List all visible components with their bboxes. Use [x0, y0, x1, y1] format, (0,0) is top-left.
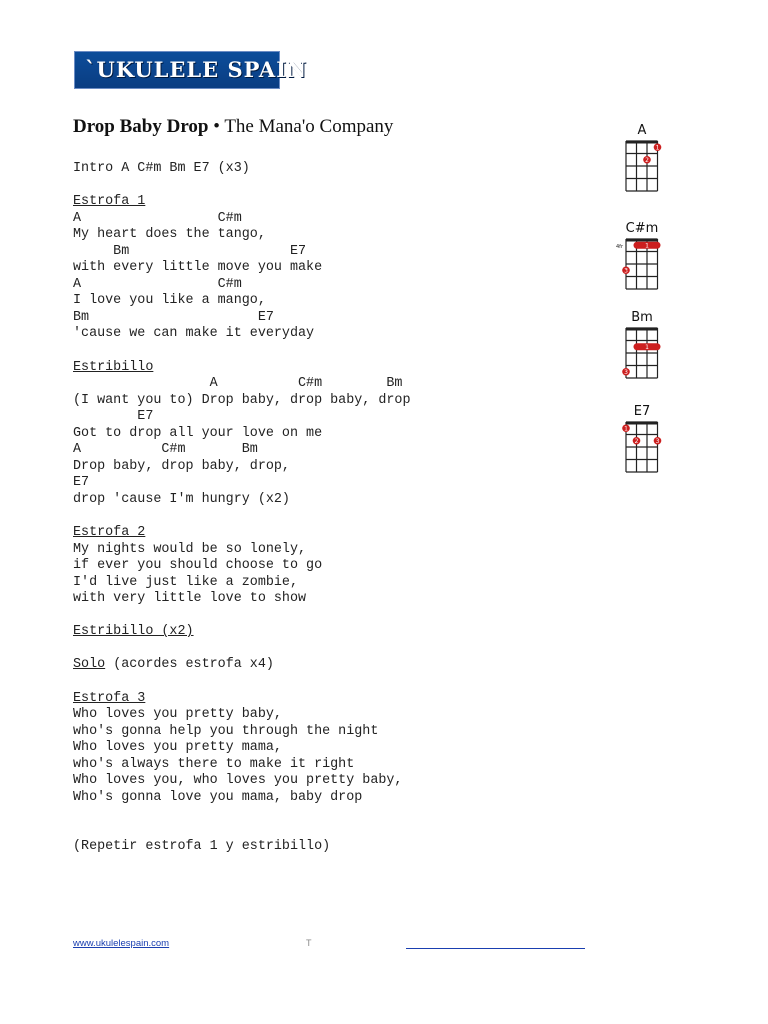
footer-mark: T	[306, 938, 312, 948]
blank-line	[73, 343, 411, 360]
line-text: A C#m	[73, 276, 242, 292]
lyrics-block	[73, 161, 411, 856]
line-text: My heart does the tango,	[73, 227, 266, 243]
section-heading	[73, 525, 411, 542]
footer-underline	[406, 948, 585, 949]
line-text: Estribillo (x2)	[73, 624, 194, 640]
song-name: Drop Baby Drop	[73, 116, 209, 137]
line-text: My nights would be so lonely,	[73, 541, 307, 557]
title-separator: •	[208, 116, 225, 137]
line-text: Estrofa 1	[73, 194, 146, 210]
section-heading	[73, 194, 411, 211]
line-text: drop 'cause I'm hungry (x2)	[73, 491, 290, 507]
finger-number: 3	[655, 437, 660, 445]
artist-name: The Mana'o Company	[224, 116, 394, 137]
line-text: Who's gonna love you mama, baby drop	[73, 789, 363, 805]
lyric-line	[73, 492, 411, 509]
blank-line	[73, 823, 411, 840]
lyric-line	[73, 724, 411, 741]
lyric-line	[73, 757, 411, 774]
chord-grid	[612, 420, 672, 476]
lyric-line	[73, 475, 411, 492]
line-text: Estrofa 2	[73, 525, 146, 541]
line-text: I love you like a mango,	[73, 293, 266, 309]
blank-line	[73, 641, 411, 658]
lyric-line	[73, 442, 411, 459]
ukulele-spain-logo	[74, 51, 308, 89]
line-text: A C#m Bm	[73, 376, 403, 392]
lyric-line	[73, 542, 411, 559]
line-text: I'd live just like a zombie,	[73, 574, 298, 590]
chord-grid	[612, 237, 672, 293]
chord-name: Bm	[631, 310, 653, 325]
lyric-line	[73, 393, 411, 410]
barre-finger-label: 1	[645, 344, 649, 352]
line-text: Who loves you pretty mama,	[73, 740, 282, 756]
finger-number: 2	[645, 156, 649, 164]
section-heading	[73, 624, 411, 641]
lyric-line	[73, 839, 411, 856]
line-text: if ever you should choose to go	[73, 558, 323, 574]
section-heading	[73, 360, 411, 377]
lyric-line	[73, 575, 411, 592]
finger-number: 1	[655, 144, 660, 152]
lyric-line	[73, 740, 411, 757]
finger-number: 2	[634, 437, 639, 445]
lyric-line	[73, 310, 411, 327]
lyric-line	[73, 426, 411, 443]
lyric-line	[73, 409, 411, 426]
line-text: Estrofa 3	[73, 690, 146, 706]
blank-line	[73, 674, 411, 691]
line-text: Who loves you pretty baby,	[73, 707, 282, 723]
finger-number: 1	[624, 425, 628, 433]
lyric-line	[73, 227, 411, 244]
song-title	[73, 116, 393, 138]
lyric-line	[73, 244, 411, 261]
lyric-line	[73, 161, 411, 178]
chord-name: E7	[633, 404, 651, 419]
line-text: Got to drop all your love on me	[73, 425, 323, 441]
line-text: E7	[73, 409, 154, 425]
line-text: (I want you to) Drop baby, drop baby, drop	[73, 392, 411, 408]
line-text: Solo	[73, 657, 106, 673]
lyric-line	[73, 293, 411, 310]
lyric-line	[73, 376, 411, 393]
lyric-line	[73, 591, 411, 608]
finger-number: 3	[624, 368, 628, 376]
line-text: Estribillo	[73, 359, 154, 375]
line-text: who's always there to make it right	[73, 756, 355, 772]
blank-line	[73, 508, 411, 525]
chord-name: C#m	[625, 221, 659, 236]
line-text: A C#m Bm	[73, 442, 258, 458]
line-text: with very little love to show	[73, 591, 307, 607]
line-text: Bm E7	[73, 309, 274, 325]
blank-line	[73, 178, 411, 195]
chord-name: A	[637, 123, 647, 138]
line-text: Drop baby, drop baby, drop,	[73, 458, 290, 474]
website-link[interactable]: www.ukulelespain.com	[73, 938, 170, 949]
lyric-line	[73, 790, 411, 807]
line-text: with every little move you make	[73, 260, 323, 276]
line-text: E7	[73, 475, 90, 491]
line-text-rest: (acordes estrofa x4)	[105, 657, 274, 673]
lyric-line	[73, 277, 411, 294]
lyric-line	[73, 558, 411, 575]
lyric-line	[73, 773, 411, 790]
line-text: 'cause we can make it everyday	[73, 326, 315, 342]
chord-grid	[612, 326, 672, 382]
finger-number: 3	[624, 267, 628, 275]
lyric-line	[73, 260, 411, 277]
line-text: Bm E7	[73, 243, 307, 259]
line-text: (Repetir estrofa 1 y estribillo)	[73, 839, 331, 855]
line-text: A C#m	[73, 210, 242, 226]
lyric-line	[73, 459, 411, 476]
blank-line	[73, 806, 411, 823]
blank-line	[73, 608, 411, 625]
lyric-line	[73, 211, 411, 228]
barre-finger-label: 1	[645, 242, 649, 250]
logo-text: `UKULELE SPAIN	[85, 57, 308, 82]
lyric-line	[73, 326, 411, 343]
lyric-line	[73, 707, 411, 724]
line-text: who's gonna help you through the night	[73, 723, 379, 739]
line-text: Who loves you, who loves you pretty baby,	[73, 773, 403, 789]
section-heading	[73, 691, 411, 708]
fret-position-label: 4fr	[616, 243, 623, 250]
section-heading	[73, 657, 411, 674]
chord-grid	[612, 139, 672, 195]
line-text: Intro A C#m Bm E7 (x3)	[73, 161, 250, 176]
